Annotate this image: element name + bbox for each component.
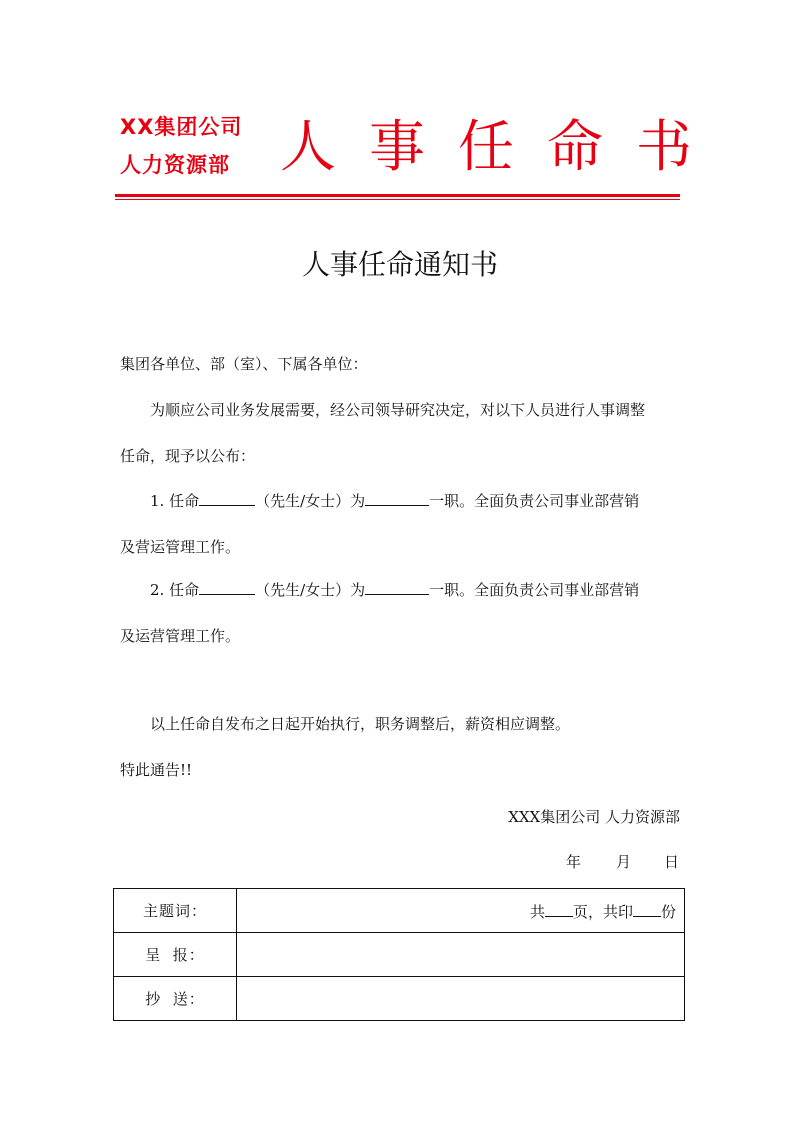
appointment-item-1 <box>150 489 639 513</box>
pages-blank <box>545 900 573 917</box>
item-duty: 一职。全面负责公司事业部营销 <box>429 492 640 510</box>
table-row <box>114 933 685 977</box>
copies-cell <box>237 889 685 933</box>
item-honorific: （先生/女士）为 <box>255 492 366 510</box>
date-month: 月 <box>616 853 632 871</box>
notice-line: 特此通告!! <box>120 761 193 779</box>
copies-suffix: 份 <box>660 902 676 921</box>
table-row <box>114 889 685 933</box>
total-copies-mid: 页，共印 <box>572 902 633 921</box>
report-to-value <box>237 933 685 977</box>
header-rule-thin <box>115 199 680 200</box>
position-blank <box>365 578 429 595</box>
item-duty: 一职。全面负责公司事业部营销 <box>429 581 640 599</box>
salutation: 集团各单位、部（室）、下属各单位： <box>120 355 368 373</box>
item-number: 1. 任命 <box>150 492 200 510</box>
header-rule-thick <box>115 194 680 197</box>
signature: XXX集团公司 人力资源部 <box>508 808 680 826</box>
intro-line-1: 为顺应公司业务发展需要，经公司领导研究决定，对以下人员进行人事调整 <box>150 401 646 419</box>
appointment-item-2-cont: 及运营管理工作。 <box>120 627 241 645</box>
document-title: 人事任命通知书 <box>301 248 498 281</box>
date-year: 年 <box>566 853 582 871</box>
distribution-table <box>113 888 685 1021</box>
name-blank <box>199 578 255 595</box>
date-day: 日 <box>664 853 680 871</box>
cc-value <box>237 977 685 1021</box>
subject-label: 主题词： <box>114 889 237 933</box>
appointment-item-2 <box>150 578 639 602</box>
copies-blank <box>633 900 661 917</box>
name-blank <box>199 489 255 506</box>
item-number: 2. 任命 <box>150 581 200 599</box>
intro-line-2: 任命，现予以公布： <box>120 447 256 465</box>
report-to-label: 呈 报： <box>114 933 237 977</box>
total-pages-prefix: 共 <box>529 902 545 921</box>
cc-label: 抄 送： <box>114 977 237 1021</box>
org-name-line2: 人力资源部 <box>120 153 230 177</box>
table-row <box>114 977 685 1021</box>
item-honorific: （先生/女士）为 <box>255 581 366 599</box>
position-blank <box>365 489 429 506</box>
effective-statement: 以上任命自发布之日起开始执行，职务调整后，薪资相应调整。 <box>150 715 571 733</box>
header-big-title: 人事任命书 <box>280 115 725 180</box>
appointment-item-1-cont: 及营运管理工作。 <box>120 538 241 556</box>
org-name-line1: XX集团公司 <box>120 115 243 139</box>
org-name-block <box>120 108 242 184</box>
